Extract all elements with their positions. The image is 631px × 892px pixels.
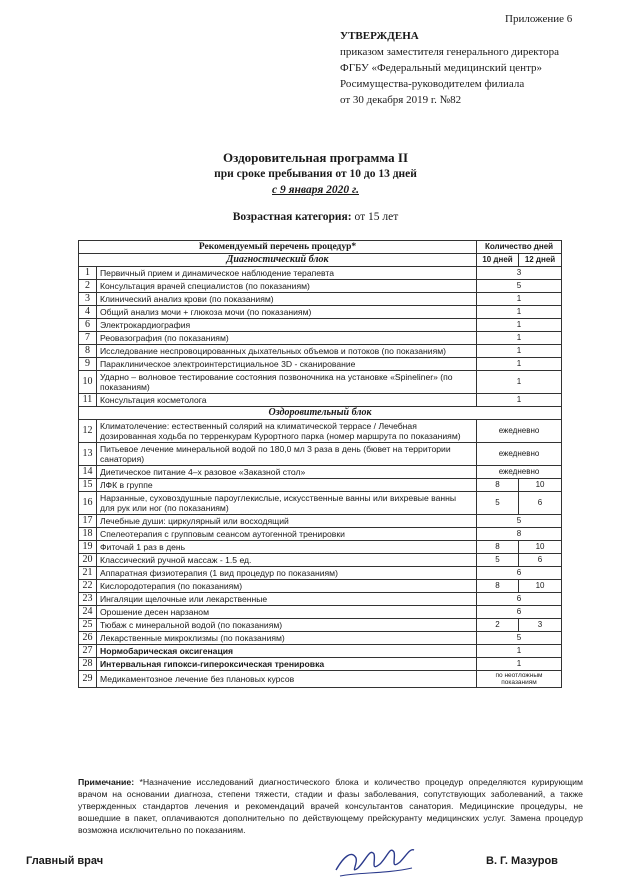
count-12-days: 10 xyxy=(519,479,562,492)
procedure-name: Нарзанные, суховоздушные пароуглекислые, искусственные ванны или вихревые ванны для рук или ног (по показаниям) xyxy=(97,492,477,515)
table-row xyxy=(79,332,562,345)
procedure-count: 1 xyxy=(477,394,562,407)
procedure-name: Орошение десен нарзаном xyxy=(97,606,477,619)
count-10-days: 2 xyxy=(477,619,519,632)
procedure-count: 8 xyxy=(477,528,562,541)
note xyxy=(78,776,583,836)
table-row xyxy=(79,371,562,394)
procedure-name: Лекарственные микроклизмы (по показаниям) xyxy=(97,632,477,645)
row-number: 18 xyxy=(79,528,97,541)
procedure-name: ЛФК в группе xyxy=(97,479,477,492)
note-label: Примечание: xyxy=(78,777,135,787)
procedure-count: по неотложным показаниям xyxy=(477,671,562,688)
table-subheader-row xyxy=(79,254,562,267)
signature-title: Главный врач xyxy=(26,855,104,867)
table-row xyxy=(79,554,562,567)
approved-title: УТВЕРЖДЕНА xyxy=(340,30,419,42)
table-row xyxy=(79,632,562,645)
procedure-name: Классический ручной массаж - 1.5 ед. xyxy=(97,554,477,567)
row-number: 12 xyxy=(79,420,97,443)
row-number: 25 xyxy=(79,619,97,632)
row-number: 3 xyxy=(79,293,97,306)
procedures-table xyxy=(78,240,562,688)
procedure-name: Реовазография (по показаниям) xyxy=(97,332,477,345)
count-12-days: 10 xyxy=(519,580,562,593)
procedure-name: Спелеотерапия с групповым сеансом аутогенной тренировки xyxy=(97,528,477,541)
procedure-name: Лечебные души: циркулярный или восходящий xyxy=(97,515,477,528)
row-number: 24 xyxy=(79,606,97,619)
table-row xyxy=(79,541,562,554)
signature-name: В. Г. Мазуров xyxy=(486,855,558,867)
table-row xyxy=(79,267,562,280)
table-row xyxy=(79,466,562,479)
procedure-count: 1 xyxy=(477,358,562,371)
note-text: *Назначение исследований диагностического блока и количество процедур определяются курирующим врачом на основании диагноза, степени тяжести, стадии и фазы заболевания, сопутствующих заболеваний, а также утвержденных стандартов лечения и рекомендаций врачей консультантов санатория. Медицинские процедуры, не вошедшие в пакет, оплачиваются дополнительно по действующему прейскуранту медицинских услуг. Замена процедур возможна исключительно по показаниям. xyxy=(78,777,583,835)
row-number: 9 xyxy=(79,358,97,371)
approved-line: ФГБУ «Федеральный медицинский центр» xyxy=(340,62,543,74)
table-row xyxy=(79,420,562,443)
count-10-days: 8 xyxy=(477,541,519,554)
procedure-name: Интервальная гипокси-гипероксическая тренировка xyxy=(97,658,477,671)
block-diagnostic: Диагностический блок xyxy=(79,254,477,267)
header-10-days: 10 дней xyxy=(477,254,519,267)
table-row xyxy=(79,567,562,580)
age-category xyxy=(0,211,631,223)
table-row xyxy=(79,671,562,688)
procedure-count: 5 xyxy=(477,280,562,293)
procedure-name: Кислородотерапия (по показаниям) xyxy=(97,580,477,593)
row-number: 11 xyxy=(79,394,97,407)
table-row xyxy=(79,645,562,658)
procedure-name: Ударно – волновое тестирование состояния позвоночника на установке «Spineliner» (по показаниям) xyxy=(97,371,477,394)
procedure-count: 3 xyxy=(477,267,562,280)
table-header-row xyxy=(79,241,562,254)
procedure-count: ежедневно xyxy=(477,420,562,443)
row-number: 13 xyxy=(79,443,97,466)
row-number: 15 xyxy=(79,479,97,492)
row-number: 26 xyxy=(79,632,97,645)
approved-line: Росимущества-руководителем филиала xyxy=(340,78,525,90)
table-row xyxy=(79,306,562,319)
approved-line: от 30 декабря 2019 г. №82 xyxy=(340,94,462,106)
program-date: с 9 января 2020 г. xyxy=(272,184,359,196)
procedure-count: 1 xyxy=(477,645,562,658)
row-number: 29 xyxy=(79,671,97,688)
procedure-count: 5 xyxy=(477,515,562,528)
procedure-name: Климатолечение: естественный солярий на климатической террасе / Лечебная дозированная ходьба по терренкурам Курортного парка (номер маршрута по показаниям) xyxy=(97,420,477,443)
age-category-value: от 15 лет xyxy=(351,211,399,223)
procedure-name: Фиточай 1 раз в день xyxy=(97,541,477,554)
procedure-name: Тюбаж с минеральной водой (по показаниям) xyxy=(97,619,477,632)
table-row xyxy=(79,593,562,606)
table-row xyxy=(79,319,562,332)
age-category-label: Возрастная категория: xyxy=(232,211,352,223)
row-number: 23 xyxy=(79,593,97,606)
table-row xyxy=(79,606,562,619)
procedure-name: Консультация косметолога xyxy=(97,394,477,407)
row-number: 2 xyxy=(79,280,97,293)
procedure-name: Ингаляции щелочные или лекарственные xyxy=(97,593,477,606)
count-12-days: 3 xyxy=(519,619,562,632)
procedure-count: 6 xyxy=(477,606,562,619)
program-subtitle: при сроке пребывания от 10 до 13 дней xyxy=(214,168,417,180)
table-row xyxy=(79,293,562,306)
row-number: 6 xyxy=(79,319,97,332)
procedure-name: Нормобарическая оксигенация xyxy=(97,645,477,658)
row-number: 4 xyxy=(79,306,97,319)
procedure-name: Электрокардиография xyxy=(97,319,477,332)
handwritten-signature xyxy=(330,836,420,884)
approved-line: приказом заместителя генерального директора xyxy=(340,46,560,58)
row-number: 28 xyxy=(79,658,97,671)
header-procedures: Рекомендуемый перечень процедур* xyxy=(79,241,477,254)
procedure-name: Аппаратная физиотерапия (1 вид процедур по показаниям) xyxy=(97,567,477,580)
table-row xyxy=(79,580,562,593)
appendix-label: Приложение 6 xyxy=(505,13,573,25)
procedure-name: Консультация врачей специалистов (по показаниям) xyxy=(97,280,477,293)
row-number: 19 xyxy=(79,541,97,554)
table-row xyxy=(79,619,562,632)
block-row xyxy=(79,407,562,420)
row-number: 1 xyxy=(79,267,97,280)
procedure-name: Общий анализ мочи + глюкоза мочи (по показаниям) xyxy=(97,306,477,319)
procedure-count: ежедневно xyxy=(477,466,562,479)
row-number: 21 xyxy=(79,567,97,580)
table-row xyxy=(79,394,562,407)
count-12-days: 10 xyxy=(519,541,562,554)
procedure-name: Первичный прием и динамическое наблюдение терапевта xyxy=(97,267,477,280)
row-number: 20 xyxy=(79,554,97,567)
procedure-count: 6 xyxy=(477,593,562,606)
header-12-days: 12 дней xyxy=(519,254,562,267)
table-row xyxy=(79,345,562,358)
count-10-days: 5 xyxy=(477,492,519,515)
procedure-count: 1 xyxy=(477,319,562,332)
count-12-days: 6 xyxy=(519,492,562,515)
procedure-count: 5 xyxy=(477,632,562,645)
table-row xyxy=(79,658,562,671)
table-row xyxy=(79,358,562,371)
row-number: 22 xyxy=(79,580,97,593)
table-row xyxy=(79,479,562,492)
procedure-count: 1 xyxy=(477,306,562,319)
table-body xyxy=(79,267,562,688)
row-number: 27 xyxy=(79,645,97,658)
header-days: Количество дней xyxy=(477,241,562,254)
row-number: 17 xyxy=(79,515,97,528)
procedure-count: 6 xyxy=(477,567,562,580)
count-12-days: 6 xyxy=(519,554,562,567)
table-row xyxy=(79,280,562,293)
count-10-days: 8 xyxy=(477,479,519,492)
procedure-name: Исследование неспровоцированных дыхательных объемов и потоков (по показаниям) xyxy=(97,345,477,358)
procedure-name: Диетическое питание 4–х разовое «Заказной стол» xyxy=(97,466,477,479)
procedure-name: Параклиническое электроинтерстициальное 3D - сканирование xyxy=(97,358,477,371)
count-10-days: 8 xyxy=(477,580,519,593)
table-row xyxy=(79,528,562,541)
table-row xyxy=(79,515,562,528)
procedure-count: 1 xyxy=(477,658,562,671)
program-title: Оздоровительная программа II xyxy=(222,150,409,165)
row-number: 16 xyxy=(79,492,97,515)
table-row xyxy=(79,443,562,466)
procedure-count: 1 xyxy=(477,332,562,345)
procedure-count: ежедневно xyxy=(477,443,562,466)
procedure-count: 1 xyxy=(477,371,562,394)
row-number: 10 xyxy=(79,371,97,394)
table-row xyxy=(79,492,562,515)
procedure-name: Медикаментозное лечение без плановых курсов xyxy=(97,671,477,688)
row-number: 14 xyxy=(79,466,97,479)
row-number: 7 xyxy=(79,332,97,345)
row-number: 8 xyxy=(79,345,97,358)
procedure-count: 1 xyxy=(477,293,562,306)
procedure-name: Питьевое лечение минеральной водой по 180,0 мл 3 раза в день (бювет на территории санатория) xyxy=(97,443,477,466)
count-10-days: 5 xyxy=(477,554,519,567)
approval-block xyxy=(340,28,559,108)
procedure-name: Клинический анализ крови (по показаниям) xyxy=(97,293,477,306)
procedure-count: 1 xyxy=(477,345,562,358)
block-health: Оздоровительный блок xyxy=(79,407,562,420)
